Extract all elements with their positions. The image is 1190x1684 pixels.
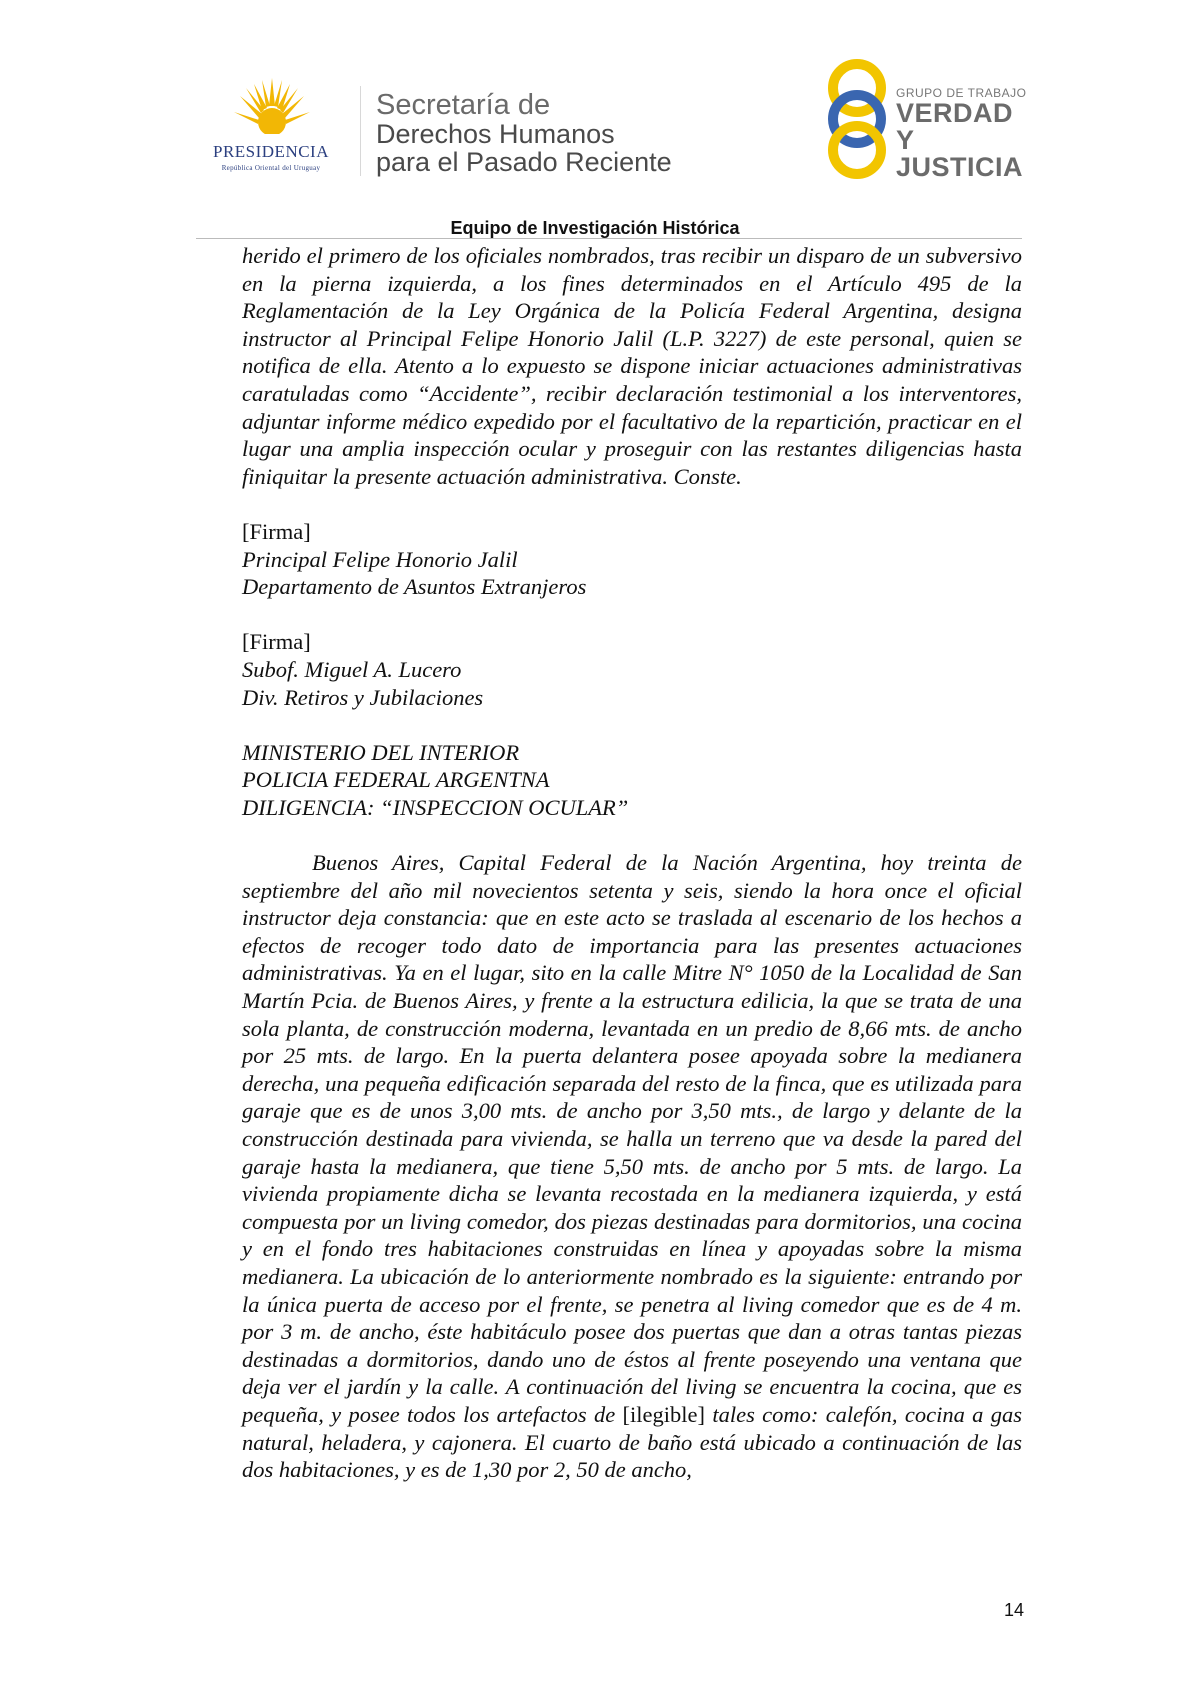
- paragraph-2-part-b: tales como: calefón, cocina a gas natural, heladera, y cajonera. El cuarto de baño está ubicado a continuación de las dos habitaciones, y es de 1,30 por 2, 50 de ancho,: [242, 1401, 1022, 1483]
- firma-2: [Firma]: [242, 629, 311, 655]
- signature-1-department: Departamento de Asuntos Extranjeros: [242, 574, 587, 600]
- illegible-marker: [ilegible]: [622, 1401, 706, 1427]
- header-divider: [360, 86, 361, 176]
- secretaria-line-2: Derechos Humanos: [376, 119, 615, 149]
- presidencia-name: PRESIDENCIA: [212, 142, 329, 161]
- secretaria-logo-text: [376, 90, 672, 176]
- gtvj-line-2: VERDAD Y: [896, 98, 1014, 155]
- presidencia-subtitle: República Oriental del Uruguay: [221, 164, 321, 172]
- paragraph-2: [242, 849, 1022, 1484]
- spacer: [242, 601, 1022, 629]
- presidencia-logo: [196, 78, 346, 178]
- rings-icon: [822, 58, 892, 180]
- sun-icon: [234, 78, 310, 138]
- signature-1-name: Principal Felipe Honorio Jalil: [242, 546, 518, 572]
- secretaria-line-1: Secretaría de: [376, 89, 551, 121]
- verdad-justicia-text: [896, 86, 1032, 181]
- header-rule: [196, 238, 1022, 239]
- verdad-justicia-logo: [822, 58, 1032, 180]
- firma-1: [Firma]: [242, 518, 311, 544]
- signature-2-name: Subof. Miguel A. Lucero: [242, 656, 462, 682]
- spacer: [242, 490, 1022, 518]
- gtvj-line-3: JUSTICIA: [896, 152, 1024, 182]
- paragraph-1: herido el primero de los oficiales nombrados, tras recibir un disparo de un subversivo en la pierna izquierda, a los fines determinados en el Artículo 495 de la Reglamentación de la Ley Orgánica de la Policía Federal Argentina, designa instructor al Principal Felipe Honorio Jalil (L.P. 3227) de este personal, quien se notifica de ella. Atento a lo expuesto se dispone iniciar actuaciones administrativas caratuladas como “Accidente”, recibir declaración testimonial a los interventores, adjuntar informe médico expedido por el facultativo de la repartición, practicar en el lugar una amplia inspección ocular y proseguir con las restantes diligencias hasta finiquitar la presente actuación administrativa. Conste.: [242, 243, 1022, 489]
- page-header: [0, 0, 1190, 240]
- heading-ministerio: MINISTERIO DEL INTERIOR: [242, 739, 520, 765]
- gtvj-line-1: GRUPO DE TRABAJO: [896, 86, 1027, 100]
- page-number: 14: [1004, 1600, 1025, 1620]
- heading-diligencia: DILIGENCIA: “INSPECCION OCULAR”: [242, 794, 629, 820]
- document-body: [242, 242, 1022, 1484]
- spacer: [242, 711, 1022, 739]
- paragraph-2-part-a: Buenos Aires, Capital Federal de la Nación Argentina, hoy treinta de septiembre del año mil novecientos setenta y seis, siendo la hora once el oficial instructor deja constancia: que en este acto se traslada al escenario de los hechos a efectos de recoger todo dato de importancia para las presentes actuaciones administrativas. Ya en el lugar, sito en la calle Mitre N° 1050 de la Localidad de San Martín Pcia. de Buenos Aires, y frente a la estructura edilicia, la que se trata de una sola planta, de construcción moderna, levantada en un predio de 8,66 mts. de ancho por 25 mts. de largo. En la puerta delantera posee apoyada sobre la medianera derecha, una pequeña edificación separada del resto de la finca, que es utilizada para garaje que es de unos 3,00 mts. de ancho por 3,50 mts., de largo y delante de la construcción destinada para vivienda, se halla un terreno que va desde la pared del garaje hasta la medianera, que tiene 5,50 mts. de ancho por 5 mts. de largo. La vivienda propiamente dicha se levanta recostada en la medianera izquierda, y está compuesta por un living comedor, dos piezas destinadas para dormitorios, una cocina y en el fondo tres habitaciones construidas en línea y apoyadas sobre la misma medianera. La ubicación de lo anteriormente nombrado es la siguiente: entrando por la única puerta de acceso por el frente, se penetra al living comedor que es de 4 m. por 3 m. de ancho, éste habitáculo posee dos puertas que dan a otras tantas piezas destinadas a dormitorios, dando uno de éstos al frente poseyendo una ventana que deja ver el jardín y la calle. A continuación del living se encuentra la cocina, que es pequeña, y posee todos los artefactos de: [242, 850, 1022, 1427]
- signature-2-department: Div. Retiros y Jubilaciones: [242, 684, 484, 710]
- spacer: [242, 821, 1022, 849]
- heading-policia: POLICIA FEDERAL ARGENTNA: [242, 767, 550, 793]
- secretaria-line-3: para el Pasado Reciente: [376, 147, 672, 177]
- team-title: Equipo de Investigación Histórica: [450, 218, 740, 238]
